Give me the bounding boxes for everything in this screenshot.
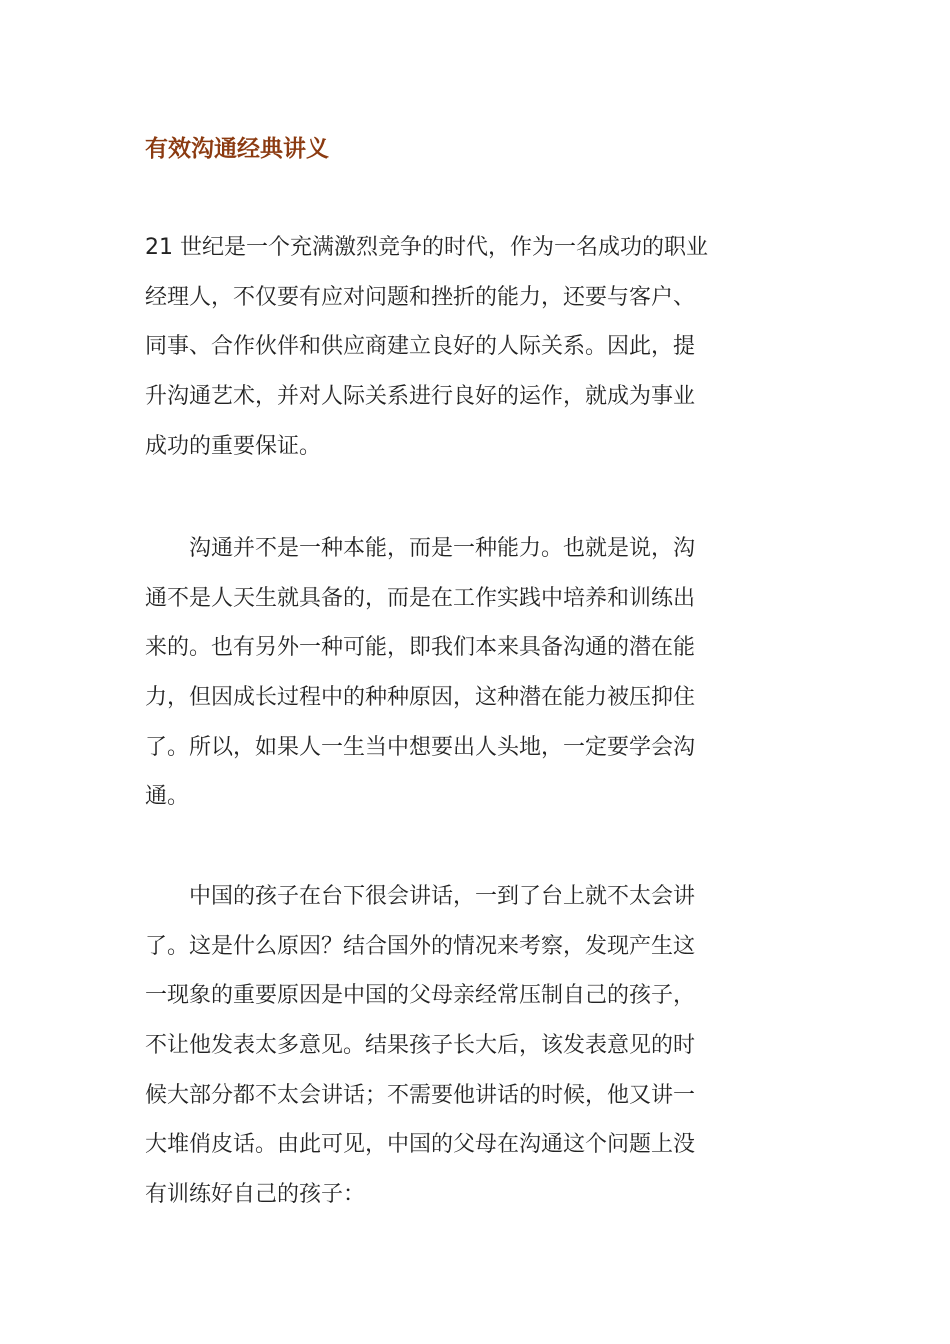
paragraph-line: 了。所以，如果人一生当中想要出人头地，一定要学会沟 (145, 734, 696, 760)
paragraph-line: 有训练好自己的孩子： (145, 1182, 366, 1208)
paragraph-line: 同事、合作伙伴和供应商建立良好的人际关系。因此，提 (145, 334, 696, 360)
paragraph-line: 沟通并不是一种本能，而是一种能力。也就是说，沟 (145, 536, 696, 561)
paragraph-line: 候大部分都不太会讲话；不需要他讲话的时候，他又讲一 (145, 1082, 696, 1108)
document-title: 有效沟通经典讲义 (145, 136, 329, 162)
paragraph-line: 成功的重要保证。 (145, 433, 322, 459)
paragraph-line: 了。这是什么原因？结合国外的情况来考察，发现产生这 (145, 933, 696, 959)
paragraph-1 (145, 223, 807, 471)
paragraph-line: 不让他发表太多意见。结果孩子长大后，该发表意见的时 (145, 1033, 696, 1059)
paragraph-line: 大堆俏皮话。由此可见，中国的父母在沟通这个问题上没 (145, 1132, 696, 1158)
paragraph-line: 力，但因成长过程中的种种原因，这种潜在能力被压抑住 (145, 685, 696, 711)
paragraph-line: 通。 (145, 784, 190, 810)
paragraph-2 (145, 524, 807, 822)
paragraph-line: 中国的孩子在台下很会讲话，一到了台上就不太会讲 (145, 884, 696, 909)
paragraph-line: 通不是人天生就具备的，而是在工作实践中培养和训练出 (145, 585, 696, 611)
paragraph-line: 来的。也有另外一种可能，即我们本来具备沟通的潜在能 (145, 635, 696, 661)
paragraph-3 (145, 872, 807, 1220)
paragraph-line: 升沟通艺术，并对人际关系进行良好的运作，就成为事业 (145, 384, 696, 410)
paragraph-line: 经理人，不仅要有应对问题和挫折的能力，还要与客户、 (145, 284, 696, 310)
paragraph-line: 21 世纪是一个充满激烈竞争的时代，作为一名成功的职业 (145, 235, 708, 260)
paragraph-line: 一现象的重要原因是中国的父母亲经常压制自己的孩子， (145, 983, 696, 1009)
